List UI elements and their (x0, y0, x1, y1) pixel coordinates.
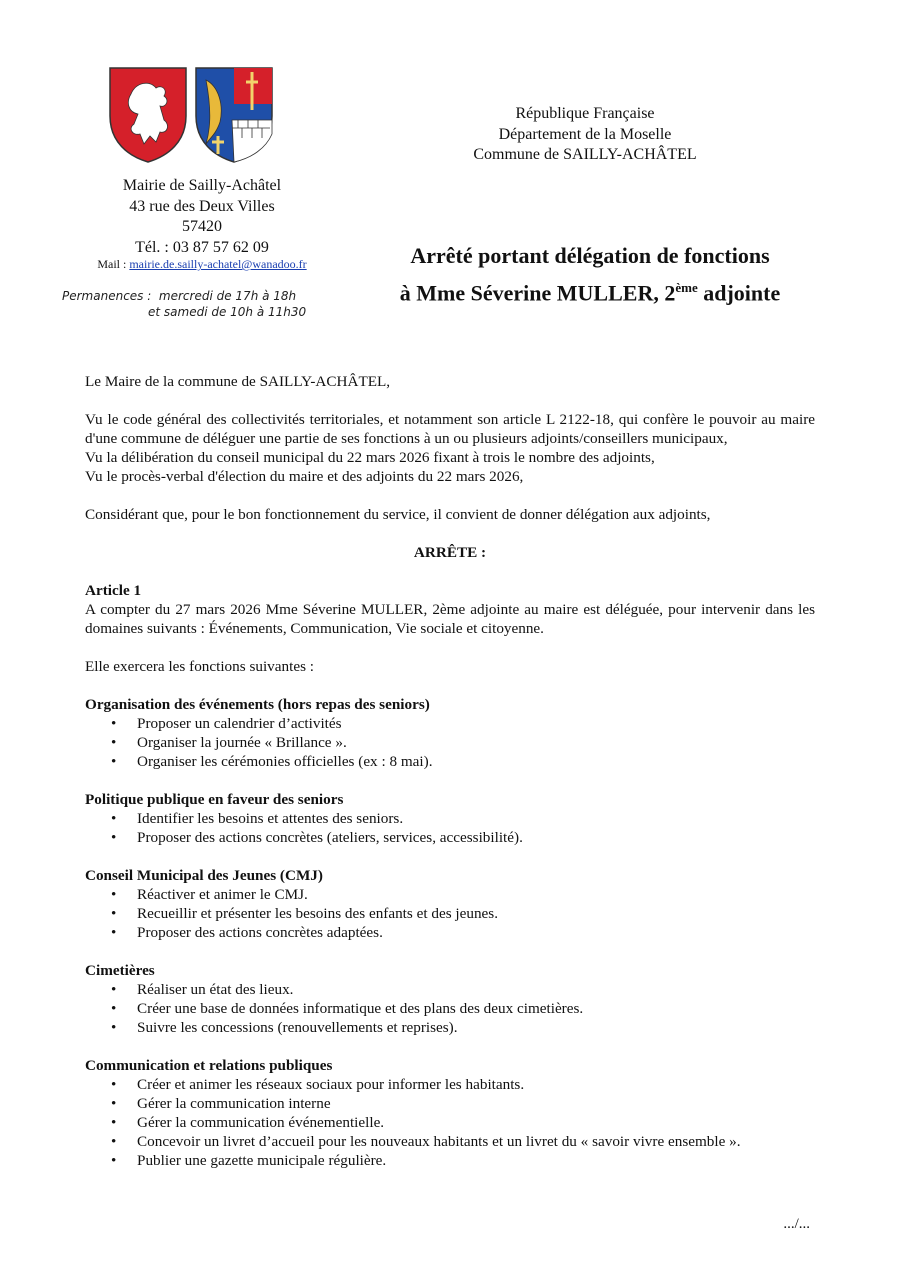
list-item: • Recueillir et présenter les besoins des enfants et des jeunes. (85, 904, 815, 923)
list-item: • Organiser les cérémonies officielles (ex : 8 mai). (85, 752, 815, 771)
republic-line: République Française (515, 105, 655, 122)
section-list (85, 980, 815, 1037)
article1-heading: Article 1 (85, 582, 142, 599)
article1-text: A compter du 27 mars 2026 Mme Séverine MULLER, 2ème adjointe au maire est déléguée, pour intervenir dans les domaines suivants : Événements, Communication, Vie sociale et citoyenne. (85, 601, 815, 637)
mairie-address-block (62, 176, 342, 258)
section-list (85, 885, 815, 942)
department-line: Département de la Moselle (498, 125, 672, 143)
list-item: • Proposer un calendrier d’activités (85, 714, 815, 733)
mail-line (62, 257, 342, 272)
list-item: • Gérer la communication interne (85, 1094, 815, 1113)
permanences-label: Permanences : (62, 289, 152, 303)
functions-intro: Elle exercera les fonctions suivantes : (85, 658, 314, 675)
commune-line: Commune de SAILLY-ACHÂTEL (473, 146, 697, 163)
title-line2-main: à Mme Séverine MULLER, 2 (399, 280, 676, 306)
list-item: • Créer et animer les réseaux sociaux pour informer les habitants. (85, 1075, 815, 1094)
coat-of-arms (106, 64, 276, 164)
considerant-line: Considérant que, pour le bon fonctionnement du service, il convient de donner délégation aux adjoints, (85, 506, 711, 523)
continuation-mark: .../... (783, 1216, 810, 1232)
section-list (85, 809, 815, 847)
list-item: • Réaliser un état des lieux. (85, 980, 815, 999)
section-heading: Communication et relations publiques (85, 1057, 333, 1074)
vu-deliberation-line: Vu la délibération du conseil municipal du 22 mars 2026 fixant à trois le nombre des adjoints, (85, 449, 655, 466)
mairie-phone: Tél. : 03 87 57 62 09 (135, 238, 269, 256)
title-line2 (370, 272, 810, 309)
permanences-block (62, 288, 306, 320)
title-line2-sup: ème (675, 280, 698, 295)
mairie-street: 43 rue des Deux Villes (129, 197, 275, 215)
section-heading: Cimetières (85, 962, 155, 979)
document-title (370, 240, 810, 309)
vu-code-paragraph: Vu le code général des collectivités territoriales, et notamment son article L 2122-18, qui confère le pouvoir au maire d'une commune de déléguer une partie de ses fonctions à un ou plusieurs adjoints/conseillers municipaux, (85, 411, 815, 447)
document-body (85, 372, 815, 1170)
republic-block (430, 104, 740, 166)
mairie-postcode: 57420 (182, 218, 222, 235)
list-item: • Concevoir un livret d’accueil pour les nouveaux habitants et un livret du « savoir vivre ensemble ». (85, 1132, 815, 1151)
list-item: • Réactiver et animer le CMJ. (85, 885, 815, 904)
title-line1: Arrêté portant délégation de fonctions (410, 243, 770, 268)
list-item: • Identifier les besoins et attentes des seniors. (85, 809, 815, 828)
list-item: • Organiser la journée « Brillance ». (85, 733, 815, 752)
section-list (85, 1075, 815, 1170)
mail-label: Mail : (97, 257, 130, 271)
mairie-name: Mairie de Sailly-Achâtel (122, 177, 282, 194)
permanences-line2: et samedi de 10h à 11h30 (148, 305, 307, 319)
list-item: • Suivre les concessions (renouvellements et reprises). (85, 1018, 815, 1037)
vu-proces-verbal-line: Vu le procès-verbal d'élection du maire et des adjoints du 22 mars 2026, (85, 468, 524, 485)
mail-link[interactable]: mairie.de.sailly-achatel@wanadoo.fr (129, 257, 307, 271)
list-item: • Publier une gazette municipale régulière. (85, 1151, 815, 1170)
section-heading: Politique publique en faveur des seniors (85, 791, 344, 808)
section-heading: Organisation des événements (hors repas des seniors) (85, 696, 430, 713)
list-item: • Proposer des actions concrètes (ateliers, services, accessibilité). (85, 828, 815, 847)
permanences-line1: mercredi de 17h à 18h (158, 289, 297, 303)
list-item: • Gérer la communication événementielle. (85, 1113, 815, 1132)
arrete-heading: ARRÊTE : (413, 544, 487, 561)
maire-line: Le Maire de la commune de SAILLY-ACHÂTEL, (85, 373, 391, 390)
section-list (85, 714, 815, 771)
title-line2-end: adjointe (697, 280, 781, 306)
list-item: • Créer une base de données informatique et des plans des deux cimetières. (85, 999, 815, 1018)
section-heading: Conseil Municipal des Jeunes (CMJ) (85, 867, 323, 884)
list-item: • Proposer des actions concrètes adaptées. (85, 923, 815, 942)
